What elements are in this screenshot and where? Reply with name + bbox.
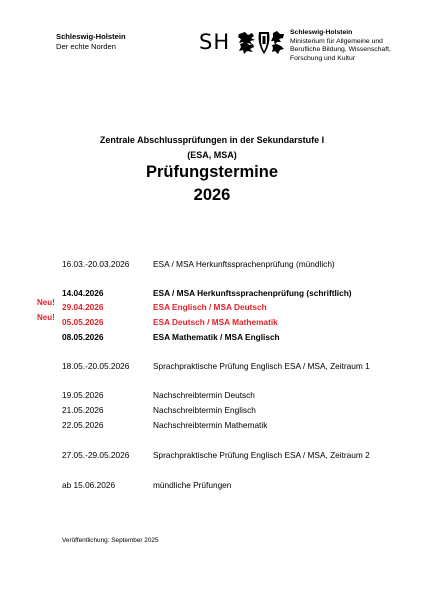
- page-year: 2026: [193, 186, 231, 204]
- ministry-line: Ministerium für Allgemeine und: [290, 37, 383, 45]
- schedule-row: [0, 389, 424, 401]
- row-date: 05.05.2026: [62, 317, 104, 327]
- schedule-row: [0, 298, 424, 313]
- document-subtitle: (ESA, MSA): [187, 150, 237, 160]
- row-description: Nachschreibtermin Mathematik: [153, 420, 268, 430]
- state-name: Schleswig-Holstein: [56, 32, 126, 41]
- page-title: Prüfungstermine: [145, 163, 279, 181]
- row-date: 18.05.-20.05.2026: [62, 361, 130, 371]
- schedule-row: [0, 419, 424, 431]
- schedule-row: [0, 449, 424, 461]
- row-date: ab 15.06.2026: [62, 480, 116, 490]
- row-description: Nachschreibtermin Deutsch: [153, 390, 255, 400]
- schedule-row: [0, 404, 424, 416]
- row-description: Nachschreibtermin Englisch: [153, 405, 256, 415]
- row-date: 14.04.2026: [62, 288, 104, 298]
- publication-note: Veröffentlichung: September 2025: [62, 537, 159, 544]
- state-brand: [56, 32, 126, 52]
- state-slogan: Der echte Norden: [56, 42, 116, 51]
- ministry-line: Berufliche Bildung, Wissenschaft,: [290, 46, 391, 54]
- row-date: 29.04.2026: [62, 302, 104, 312]
- document-title: Zentrale Abschlussprüfungen in der Sekundarstufe I: [99, 135, 325, 145]
- row-description: ESA Deutsch / MSA Mathematik: [153, 317, 278, 327]
- new-badge: Neu!: [37, 298, 55, 307]
- row-date: 16.03.-20.03.2026: [62, 259, 130, 269]
- row-description: ESA Englisch / MSA Deutsch: [153, 302, 267, 312]
- row-description: Sprachpraktische Prüfung Englisch ESA / MSA, Zeitraum 2: [153, 450, 370, 460]
- row-date: 27.05.-29.05.2026: [62, 450, 130, 460]
- row-date: 19.05.2026: [62, 390, 104, 400]
- row-description: ESA / MSA Herkunftssprachenprüfung (schriftlich): [153, 288, 352, 298]
- coat-of-arms-icon: [237, 30, 285, 56]
- schedule-row: [0, 479, 424, 491]
- schedule-row: [0, 313, 424, 328]
- row-description: ESA Mathematik / MSA Englisch: [153, 332, 280, 342]
- schedule-row: [0, 258, 424, 270]
- row-description: Sprachpraktische Prüfung Englisch ESA / MSA, Zeitraum 1: [153, 361, 370, 371]
- row-date: 22.05.2026: [62, 420, 104, 430]
- schedule-row: [0, 331, 424, 343]
- new-badge: Neu!: [37, 313, 55, 322]
- row-description: mündliche Prüfungen: [153, 480, 232, 490]
- ministry-line: Forschung und Kultur: [290, 54, 355, 62]
- row-date: 08.05.2026: [62, 332, 104, 342]
- sh-logo-text: SH: [199, 30, 231, 54]
- row-date: 21.05.2026: [62, 405, 104, 415]
- schedule-row: [0, 287, 424, 299]
- row-description: ESA / MSA Herkunftssprachenprüfung (mündlich): [153, 259, 335, 269]
- ministry-block: [290, 29, 420, 63]
- schedule-row: [0, 360, 424, 372]
- ministry-state: Schleswig-Holstein: [290, 29, 353, 36]
